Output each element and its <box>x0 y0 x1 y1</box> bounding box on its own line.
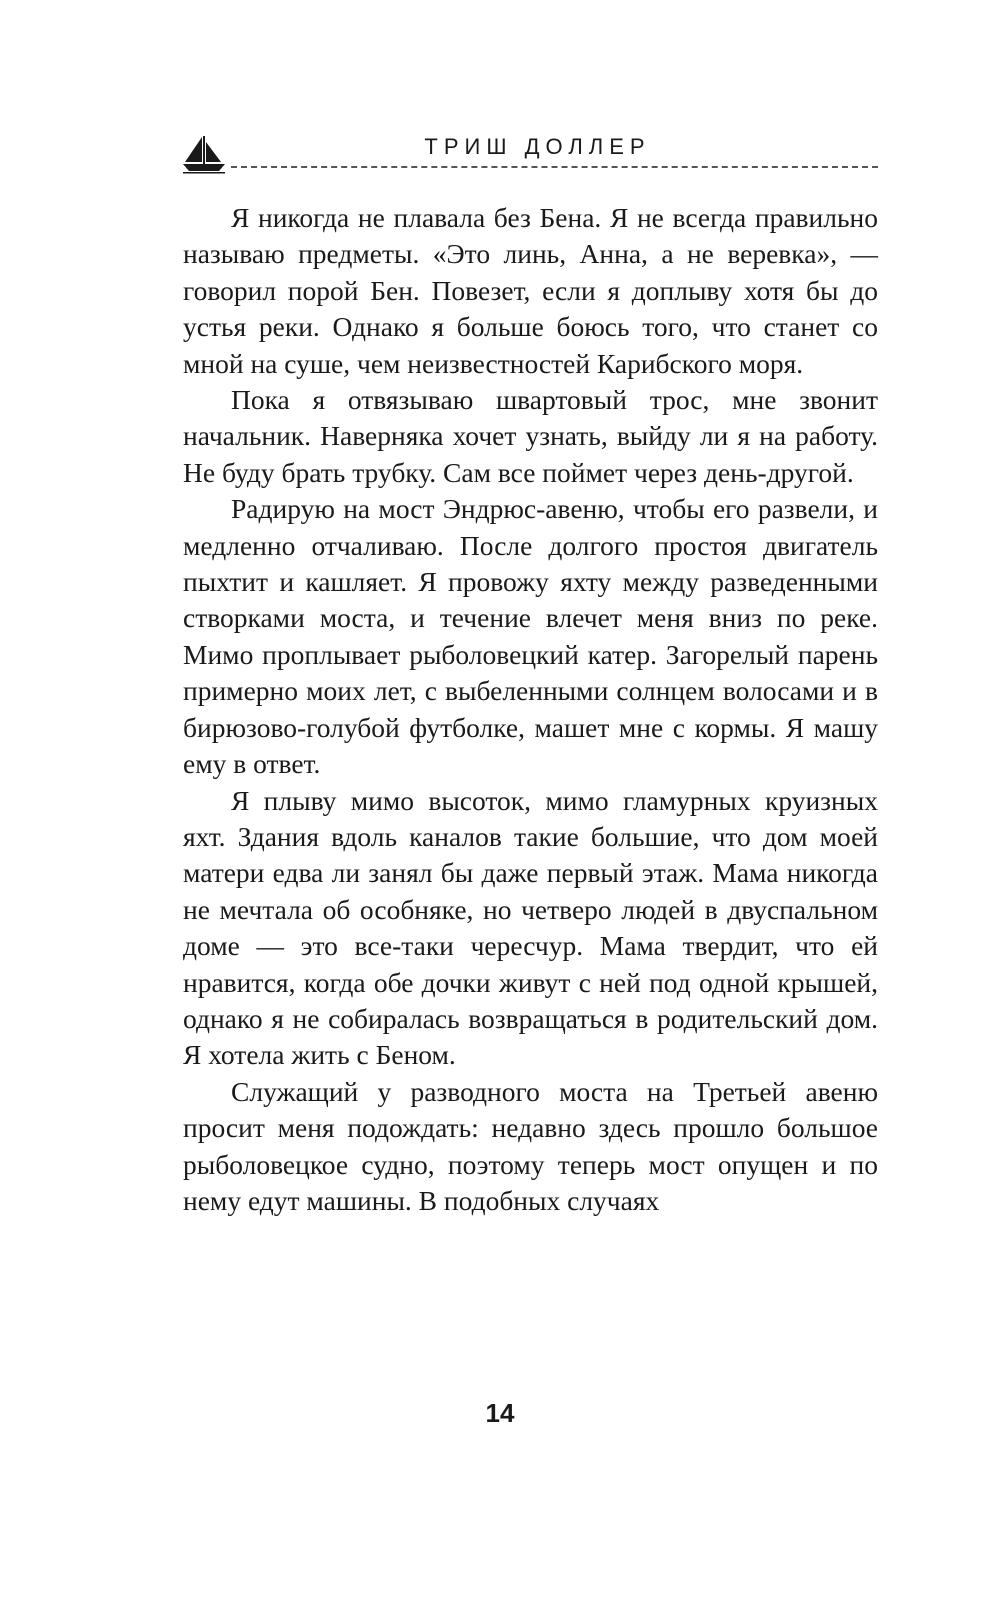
paragraph: Радирую на мост Эндрюс-авеню, чтобы его развели, и медленно отчаливаю. После долгого простоя двигатель пыхтит и кашляет. Я провожу яхту между разведенными створками моста, и течение влечет меня вниз по реке. Мимо проплывает рыболовецкий катер. Загорелый парень примерно моих лет, с выбеленными солнцем волосами и в бирюзово-голубой футболке, машет мне с кормы. Я машу ему в ответ. <box>183 493 878 780</box>
paragraph: Служащий у разводного моста на Третьей авеню просит меня подождать: недавно здесь прошло большое рыболовецкое судно, поэтому теперь мост опущен и по нему едут машины. В подобных случаях <box>183 1075 878 1216</box>
paragraph: Я никогда не плавала без Бена. Я не всегда правильно называю предметы. «Это линь, Анна, а не веревка», — говорил порой Бен. Повезет, если я доплыву хотя бы до устья реки. Однако я больше боюсь того, что станет со мной на суше, чем неизвестностей Карибского моря. <box>183 202 878 379</box>
page-number: 14 <box>485 1398 515 1428</box>
paragraph: Пока я отвязываю швартовый трос, мне звонит начальник. Наверняка хочет узнать, выйду ли я на работу. Не буду брать трубку. Сам все поймет через день-другой. <box>183 384 878 488</box>
running-head-author: ТРИШ ДОЛЛЕР <box>424 134 651 159</box>
running-head <box>183 128 878 178</box>
header-dashed-rule <box>231 166 878 168</box>
paragraph: Я плыву мимо высоток, мимо гламурных круизных яхт. Здания вдоль каналов такие большие, что дом моей матери едва ли занял бы даже первый этаж. Мама никогда не мечтала об особняке, но четверо людей в двуспальном доме — это все-таки чересчур. Мама твердит, что ей нравится, когда обе дочки живут с ней под одной крышей, однако я не собиралась возвращаться в родительский дом. Я хотела жить с Беном. <box>183 784 878 1071</box>
body-text <box>183 200 878 1219</box>
